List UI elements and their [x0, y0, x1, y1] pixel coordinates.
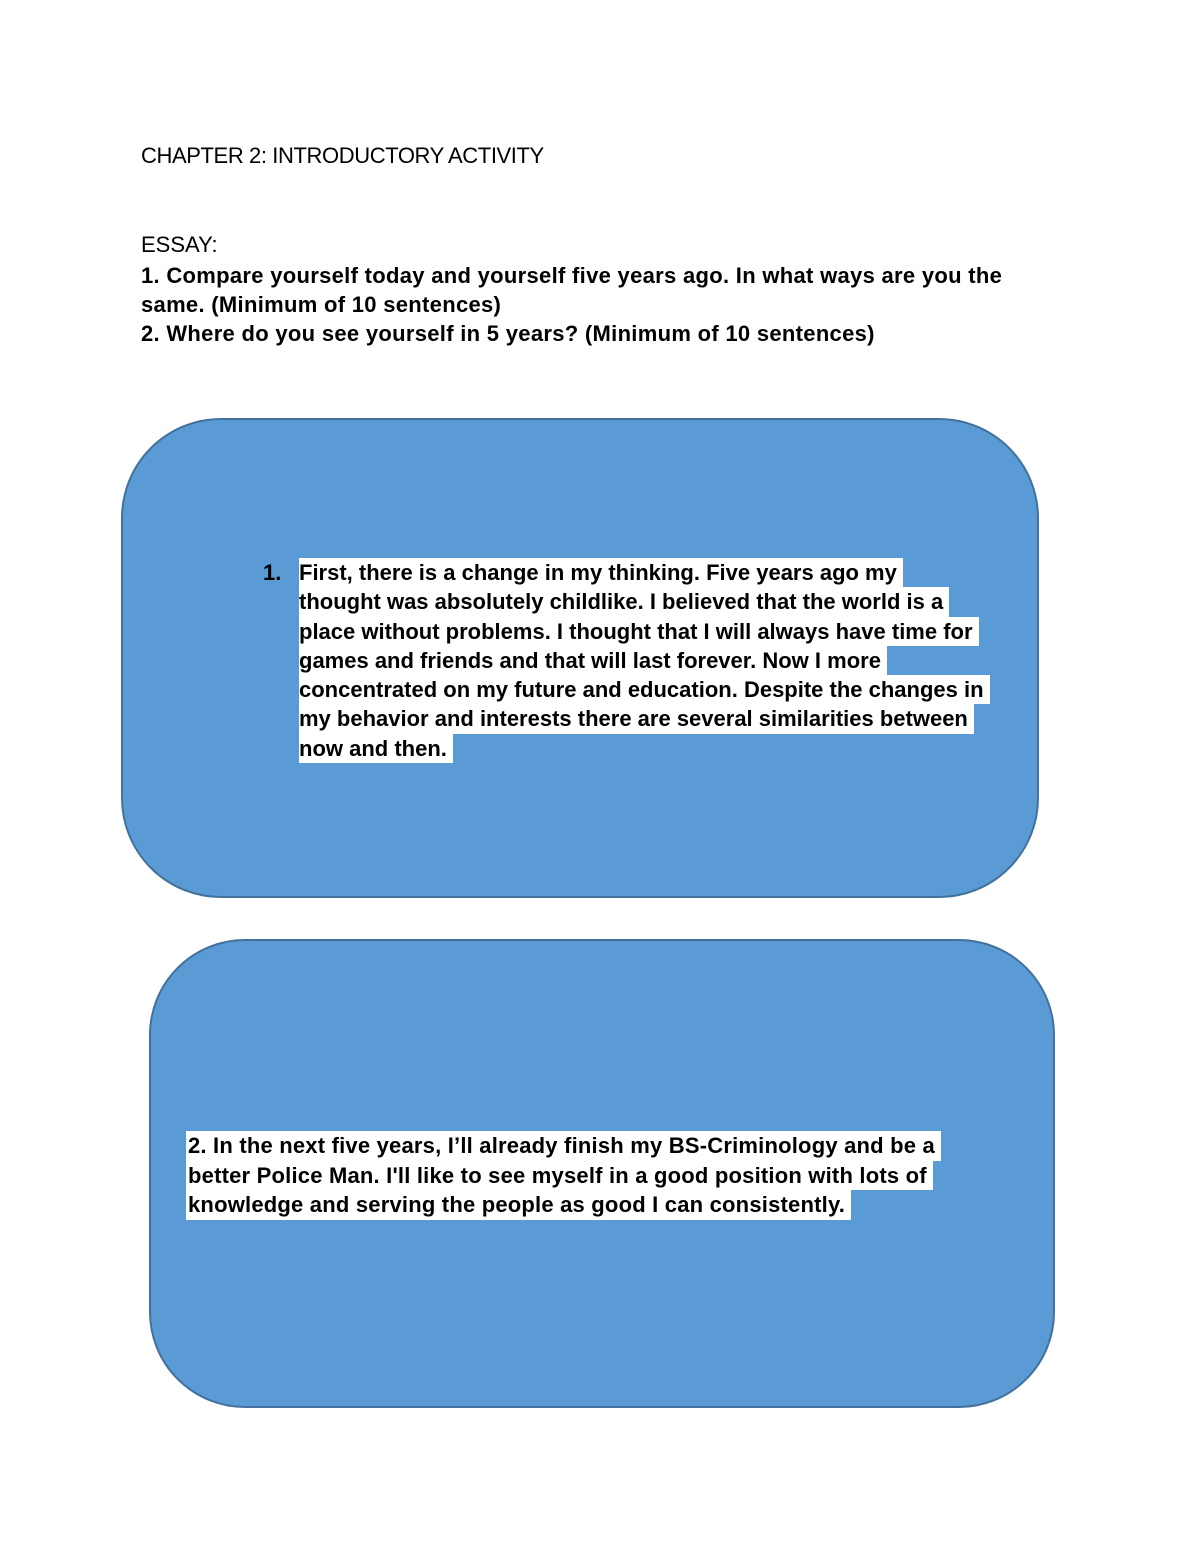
- answer-line: now and then.: [299, 734, 453, 763]
- answer-1-number: 1.: [263, 560, 282, 585]
- question-line: same. (Minimum of 10 sentences): [141, 292, 502, 317]
- answer-line: concentrated on my future and education. Despite the changes in: [299, 675, 990, 704]
- answer-line: games and friends and that will last forever. Now I more: [299, 646, 887, 675]
- page-title: CHAPTER 2: INTRODUCTORY ACTIVITY: [141, 143, 544, 168]
- essay-label: ESSAY:: [141, 232, 218, 257]
- answer-line: my behavior and interests there are several similarities between: [299, 704, 974, 733]
- answer-line: knowledge and serving the people as good I can consistently.: [186, 1190, 851, 1220]
- question-list: [141, 261, 1061, 348]
- answer-line: thought was absolutely childlike. I believed that the world is a: [299, 587, 949, 616]
- answer-1-text: [263, 558, 1043, 763]
- answer-line: 2. In the next five years, I’ll already finish my BS-Criminology and be a: [186, 1131, 941, 1161]
- question-line: 2. Where do you see yourself in 5 years? (Minimum of 10 sentences): [141, 321, 875, 346]
- answer-line: place without problems. I thought that I will always have time for: [299, 617, 979, 646]
- answer-2-text: [186, 1131, 1006, 1220]
- answer-line: better Police Man. I'll like to see myself in a good position with lots of: [186, 1161, 933, 1191]
- question-line: 1. Compare yourself today and yourself five years ago. In what ways are you the: [141, 263, 1003, 288]
- answer-1-lines: [299, 558, 1043, 763]
- answer-line: First, there is a change in my thinking. Five years ago my: [299, 558, 903, 587]
